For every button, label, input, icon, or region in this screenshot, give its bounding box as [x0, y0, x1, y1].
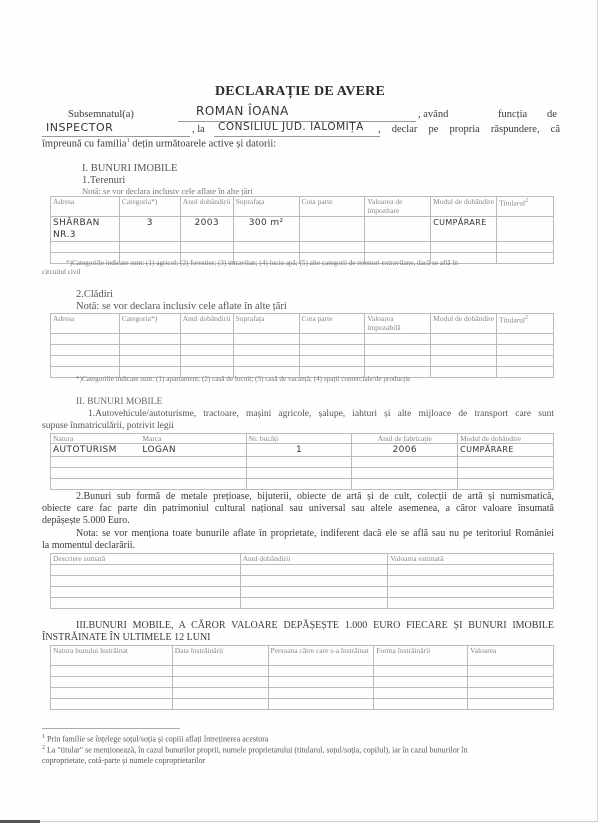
cell[interactable] [374, 677, 468, 688]
cell[interactable]: 300 m² [233, 217, 299, 242]
functia-label: funcția [498, 109, 528, 120]
declar-text-content: , declar pe propria răspundere, că [378, 124, 560, 135]
cell[interactable] [51, 666, 173, 677]
cell[interactable] [119, 334, 180, 345]
table-row [51, 468, 554, 479]
cell[interactable] [388, 565, 554, 576]
cell[interactable] [51, 479, 141, 490]
terenuri-footnote-line1: *)Categoriile indicate sunt: (1) agricol; (2) forestier; (3) intravilan; (4) luciu apă; (5) alte categorii de terenuri extravilane, dacă se află în [66, 259, 458, 267]
cell[interactable]: AUTOTURISM [51, 444, 141, 457]
cell[interactable]: LOGAN [140, 444, 246, 457]
table-row [51, 457, 554, 468]
function-field[interactable]: INSPECTOR [46, 121, 114, 134]
institution-field[interactable]: CONSILIUL JUD. IALOMIȚA [218, 121, 364, 133]
cell[interactable] [180, 356, 233, 367]
bunuri-note-line2: la momentul declarării. [42, 540, 136, 551]
col-forma-instrainarii: Forma înstrăinării [374, 646, 468, 666]
terenuri-heading: 1.Terenuri [82, 175, 126, 186]
cell[interactable]: CUMPĂRARE [458, 444, 554, 457]
table-row [51, 334, 554, 345]
cell[interactable] [497, 217, 554, 242]
cell[interactable] [468, 699, 554, 710]
cell[interactable] [51, 677, 173, 688]
cell[interactable] [140, 468, 246, 479]
col-suprafata: Suprafața [233, 197, 299, 217]
cell[interactable] [119, 356, 180, 367]
section2-heading: II. BUNURI MOBILE [76, 397, 163, 407]
cell[interactable] [51, 468, 141, 479]
col-cota-parte: Cota parte [299, 314, 365, 334]
col-titularul-label: Titularul [499, 315, 526, 325]
cell[interactable] [172, 666, 268, 677]
cell[interactable] [268, 699, 374, 710]
footnote-separator [42, 728, 180, 729]
cell[interactable] [268, 666, 374, 677]
col-adresa: Adresa [51, 197, 120, 217]
intro-line3-a: împreună cu familia [42, 138, 127, 150]
col-anul-dobandirii: Anul dobândirii [180, 314, 233, 334]
cell[interactable] [51, 587, 241, 598]
table-row [51, 587, 554, 598]
col-natura: Natura [51, 434, 141, 444]
section1-heading: I. BUNURI IMOBILE [82, 163, 178, 174]
cell[interactable] [365, 217, 431, 242]
table-row [51, 444, 554, 457]
bunuri-text-line1 [76, 491, 554, 502]
col-modul-dobandire: Modul de dobândire [458, 434, 554, 444]
cell[interactable] [497, 367, 554, 378]
footnote-2-text-line1: La "titular" se menționează, în cazul bunurilor proprii, numele proprietarului (titularul, soțul/soția, copilul), iar în cazul bunurilor în [45, 745, 468, 755]
intro-line3 [42, 138, 276, 150]
col-modul-dobandire: Modul de dobândire [431, 197, 497, 217]
cell[interactable] [51, 699, 173, 710]
cell[interactable] [497, 356, 554, 367]
table-row [51, 345, 554, 356]
de-label: de [547, 109, 557, 120]
footnote-1 [42, 734, 268, 744]
bunuri-text-line2-content: obiecte care fac parte din patrimoniul cultural național sau universal sau altele asemenea, a căror valoare însumată [42, 503, 554, 514]
footnote-2-number: 2 [42, 745, 45, 751]
col-anul-fabricatie: Anul de fabricație [352, 434, 458, 444]
cell[interactable] [431, 345, 497, 356]
section3-heading-line2: ÎNSTRĂINATE ÎN ULTIMELE 12 LUNI [42, 632, 211, 643]
auto-text-line1-content: 1.Autovehicule/autoturisme, tractoare, mașini agricole, șalupe, iahturi și alte mijloace de transport care sunt [88, 409, 554, 419]
cell[interactable] [172, 699, 268, 710]
cell[interactable] [240, 576, 388, 587]
vehicles-header-row [51, 434, 554, 444]
cell[interactable] [374, 666, 468, 677]
intro-line3-b: dețin următoarele active și datorii: [129, 138, 277, 150]
cell[interactable] [51, 334, 120, 345]
cell[interactable] [431, 356, 497, 367]
cell[interactable] [240, 565, 388, 576]
cell[interactable] [51, 457, 141, 468]
cladiri-note: Notă: se vor declara inclusiv cele aflate în alte țări [76, 301, 287, 312]
cell[interactable] [246, 457, 352, 468]
cell[interactable] [233, 334, 299, 345]
cell[interactable] [468, 677, 554, 688]
cell[interactable] [233, 356, 299, 367]
col-titularul [497, 197, 554, 217]
cell[interactable] [51, 688, 173, 699]
cell[interactable] [51, 242, 120, 253]
cell[interactable] [365, 345, 431, 356]
cell[interactable] [180, 345, 233, 356]
cell[interactable] [497, 334, 554, 345]
terenuri-table [50, 196, 554, 264]
bunuri-text-line2 [42, 503, 554, 514]
col-valoarea-estimata: Valoarea estimată [388, 554, 554, 565]
cell[interactable]: 2006 [352, 444, 458, 457]
col-valoarea-impozabila: Valoarea impozabilă [365, 314, 431, 334]
cell[interactable]: CUMPĂRARE [431, 217, 497, 242]
cell[interactable] [468, 666, 554, 677]
section3-heading-line1-content: III.BUNURI MOBILE, A CĂROR VALOARE DEPĂȘEȘTE 1.000 EURO FIECARE ȘI BUNURI IMOBILE [76, 620, 554, 631]
cell[interactable] [172, 677, 268, 688]
cell[interactable] [431, 242, 497, 253]
col-modul-dobandire: Modul de dobândire [431, 314, 497, 334]
col-persoana: Persoana către care s-a înstrăinat [268, 646, 374, 666]
page-edge-right [597, 0, 598, 822]
cell[interactable] [51, 345, 120, 356]
valuables-table [50, 553, 554, 609]
cell[interactable] [268, 688, 374, 699]
bunuri-text-line1-content: 2.Bunuri sub formă de metale prețioase, bijuterii, obiecte de artă și de cult, colecții de artă și numismatică, [76, 491, 554, 502]
terenuri-note: Notă: se vor declara inclusiv cele aflate în alte țări [82, 186, 253, 196]
cell[interactable] [299, 345, 365, 356]
cell[interactable] [374, 699, 468, 710]
col-categoria: Categoria*) [119, 314, 180, 334]
cell[interactable]: 2003 [180, 217, 233, 242]
col-marca: Marca [140, 434, 246, 444]
page-edge-bottom [0, 821, 598, 822]
cell[interactable] [388, 576, 554, 587]
cell[interactable] [352, 468, 458, 479]
cell[interactable] [374, 688, 468, 699]
table-row [51, 479, 554, 490]
alienated-header-row [51, 646, 554, 666]
cell[interactable] [388, 587, 554, 598]
cladiri-footnote: *)Categoriile indicate sunt: (1) apartament; (2) casă de locuit; (3) casă de vacanță; (4) spații comerciale/de producție [76, 375, 411, 383]
cell[interactable] [51, 576, 241, 587]
auto-text-line1 [88, 409, 554, 419]
cell[interactable] [299, 242, 365, 253]
scan-mark [0, 820, 40, 823]
cell[interactable] [246, 479, 352, 490]
table-row [51, 677, 554, 688]
cell[interactable] [431, 334, 497, 345]
declar-text [378, 124, 560, 135]
cladiri-table [50, 313, 554, 378]
function-underline [42, 136, 190, 137]
cell[interactable] [365, 334, 431, 345]
col-categoria: Categoria*) [119, 197, 180, 217]
cell[interactable] [458, 457, 554, 468]
col-descriere: Descriere sumară [51, 554, 241, 565]
bunuri-text-line3: depășește 5.000 Euro. [42, 515, 130, 526]
cell[interactable] [172, 688, 268, 699]
cell[interactable]: 3 [119, 217, 180, 242]
cell[interactable]: SHĂRBAN NR.3 [51, 217, 120, 242]
cell[interactable] [51, 598, 241, 609]
col-titularul [497, 314, 554, 334]
vehicles-table [50, 433, 554, 490]
cell[interactable] [388, 598, 554, 609]
table-row [51, 565, 554, 576]
cladiri-header-row [51, 314, 554, 334]
cell[interactable] [352, 479, 458, 490]
footnote-2-line2: coproprietate, cotă-parte și numele coproprietarilor [42, 756, 206, 765]
table-row [51, 666, 554, 677]
col-anul-dobandirii: Anul dobândirii [180, 197, 233, 217]
cell[interactable] [246, 468, 352, 479]
cladiri-heading: 2.Clădiri [76, 289, 114, 300]
declarant-name-field[interactable]: ROMAN ÎOANA [196, 104, 289, 118]
bunuri-note-line1 [76, 528, 554, 539]
footnote-1-number: 1 [42, 734, 45, 740]
footnote-ref-2: 2 [525, 315, 529, 321]
footnote-ref-1: 1 [126, 138, 130, 144]
col-anul-dobandirii: Anul dobândirii [240, 554, 388, 565]
table-row [51, 598, 554, 609]
cell[interactable] [497, 253, 554, 264]
cell[interactable] [51, 565, 241, 576]
cell[interactable] [140, 457, 246, 468]
cell[interactable] [497, 242, 554, 253]
col-adresa: Adresa [51, 314, 120, 334]
cell[interactable] [299, 334, 365, 345]
table-row [51, 217, 554, 242]
bunuri-note-line1-content: Nota: se vor menționa toate bunurile aflate în proprietate, indiferent dacă ele se află sau nu pe teritoriul României [76, 528, 554, 539]
footnote-2 [42, 745, 468, 755]
avand-label: , având [418, 109, 449, 120]
cell[interactable] [299, 356, 365, 367]
col-data-instrainarii: Data înstrăinării [172, 646, 268, 666]
cell[interactable] [299, 217, 365, 242]
auto-text-line2: supuse înmatriculării, potrivit legii [42, 421, 174, 431]
col-cota-parte: Cota parte [299, 197, 365, 217]
cell[interactable] [497, 345, 554, 356]
cell[interactable] [458, 479, 554, 490]
table-row [51, 699, 554, 710]
cell[interactable] [352, 457, 458, 468]
cell[interactable] [240, 598, 388, 609]
footnote-1-text: Prin familie se înțelege soțul/soția și copiii aflați întreținerea acestora [45, 734, 269, 744]
table-row [51, 242, 554, 253]
cell[interactable] [180, 242, 233, 253]
cell[interactable] [458, 468, 554, 479]
cell[interactable] [140, 479, 246, 490]
alienated-table [50, 645, 554, 710]
subsemnatul-label: Subsemnatul(a) [68, 109, 134, 120]
cell[interactable] [233, 242, 299, 253]
cell[interactable] [365, 242, 431, 253]
cell[interactable] [268, 677, 374, 688]
table-row [51, 688, 554, 699]
cell[interactable] [240, 587, 388, 598]
cell[interactable] [365, 356, 431, 367]
col-titularul-label: Titularul [499, 198, 526, 208]
cell[interactable]: 1 [246, 444, 352, 457]
cell[interactable] [233, 345, 299, 356]
col-suprafata: Suprafața [233, 314, 299, 334]
la-label: , la [192, 124, 205, 135]
document-title: DECLARAȚIE DE AVERE [214, 84, 386, 99]
cell[interactable] [119, 345, 180, 356]
cell[interactable] [180, 334, 233, 345]
footnote-ref-2: 2 [525, 198, 529, 204]
col-valoarea: Valoarea [468, 646, 554, 666]
col-valoarea-impozitare: Valoarea de impozitare [365, 197, 431, 217]
valuables-header-row [51, 554, 554, 565]
section3-heading-line1 [76, 620, 554, 631]
col-nr-bucati: Nr. bucăți [246, 434, 352, 444]
col-natura-bunului: Natura bunului înstrăinat [51, 646, 173, 666]
cell[interactable] [51, 356, 120, 367]
institution-underline [214, 136, 380, 137]
table-row [51, 356, 554, 367]
terenuri-header-row [51, 197, 554, 217]
cell[interactable] [431, 367, 497, 378]
cell[interactable] [468, 688, 554, 699]
table-row [51, 576, 554, 587]
terenuri-footnote-line2: circuitul civil [42, 268, 81, 276]
cell[interactable] [119, 242, 180, 253]
